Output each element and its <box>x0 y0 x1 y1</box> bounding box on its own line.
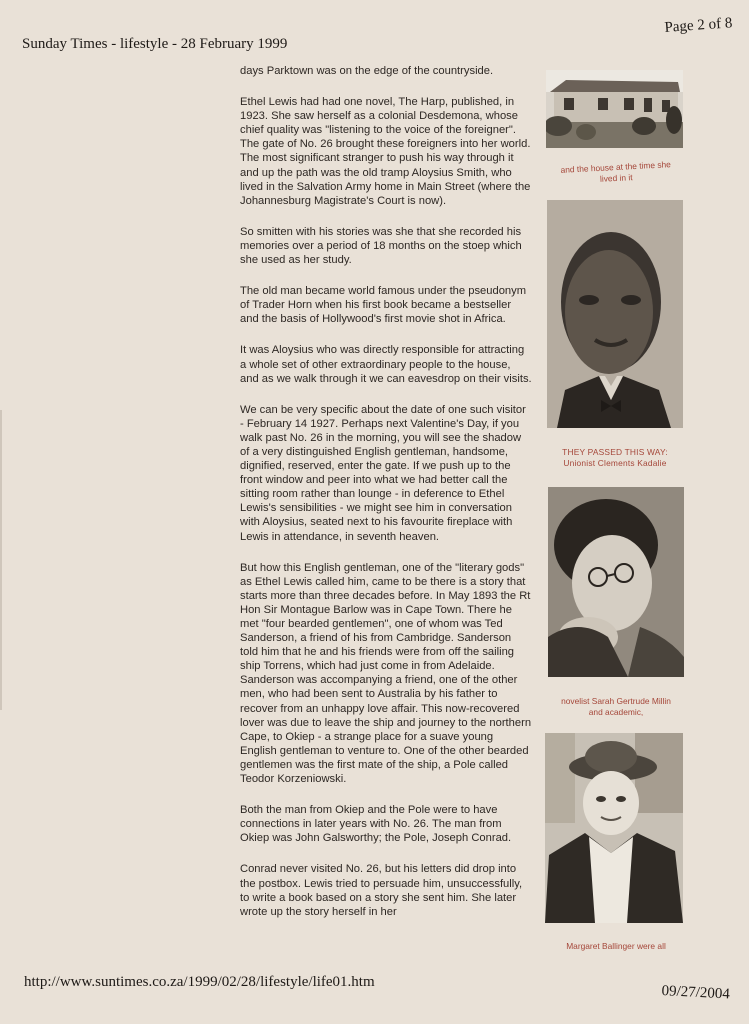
millin-caption <box>541 696 691 718</box>
article-body <box>240 64 532 936</box>
kadalie-caption-line: Unionist Clements Kadalie <box>563 458 667 468</box>
article-paragraph: Both the man from Okiep and the Pole were to have connections in later years with No. 26. The man from Okiep was John Galsworthy; the Pole, Joseph Conrad. <box>240 804 512 845</box>
millin-portrait-image <box>548 487 684 677</box>
ballinger-caption <box>541 941 691 952</box>
print-page-number: Page 2 of 8 <box>664 15 733 36</box>
article-paragraph: The old man became world famous under the pseudonym of Trader Horn when his first book became a bestseller and the basis of Hollywood's first movie shot in Africa. <box>240 285 527 326</box>
article-paragraph: days Parktown was on the edge of the countryside. <box>240 65 494 77</box>
house-caption-line: and the house at the time she <box>560 159 672 175</box>
article-paragraph: Ethel Lewis had had one novel, The Harp, published, in 1923. She saw herself as a colonial Desdemona, whose chief quality was "listening to the voice of the foreigner". The gate of No. 26 brought these foreigners into her world. The most significant stranger to push his way through it and up the path was the old tramp Aloysius Smith, who lived in the Salvation Army home in Main Street (where the Johannesburg Magistrate's Court is now). <box>240 96 531 207</box>
article-paragraph: Conrad never visited No. 26, but his letters did drop into the postbox. Lewis tried to persuade him, unsuccessfully, to write a book based on a story she sent him. She later wrote up the story herself in her <box>240 863 523 918</box>
house-photo <box>546 70 683 148</box>
kadalie-portrait-image <box>547 200 683 428</box>
page-edge-shadow <box>0 410 2 710</box>
print-footer-url: http://www.suntimes.co.za/1999/02/28/lifestyle/life01.htm <box>24 974 375 990</box>
millin-caption-line: novelist Sarah Gertrude Millin <box>561 696 671 706</box>
article-paragraph: We can be very specific about the date of one such visitor - February 14 1927. Perhaps next Valentine's Day, if you walk past No. 26 in the morning, you will see the shadow of a very distinguished English gentleman, handsome, dignified, reserved, enter the gate. If we push up to the front window and peer into what we had better call the sitting room rather than lounge - in deference to Ethel Lewis's sensibilities - we might see him in conversation with Aloysius, seated next to his favourite fireplace with Lewis in attendance, in seventh heaven. <box>240 403 526 543</box>
house-caption-line: lived in it <box>599 172 633 184</box>
print-footer-date: 09/27/2004 <box>661 983 731 1003</box>
house-photo-image <box>546 70 683 148</box>
article-paragraph: So smitten with his stories was she that she recorded his memories over a period of 18 months on the stoep which she used as her study. <box>240 225 522 267</box>
kadalie-caption-line: THEY PASSED THIS WAY: <box>562 447 668 457</box>
kadalie-caption <box>540 447 690 469</box>
article-paragraph: It was Aloysius who was directly responsible for attracting a whole set of other extraordinary people to the house, and as we walk through it we can eavesdrop on their visits. <box>240 344 532 385</box>
ballinger-portrait <box>545 733 683 923</box>
ballinger-caption-line: Margaret Ballinger were all <box>566 941 666 951</box>
millin-caption-line: and academic, <box>588 707 644 717</box>
kadalie-portrait <box>547 200 683 428</box>
millin-portrait <box>548 487 684 677</box>
house-caption <box>541 158 692 188</box>
print-header-title: Sunday Times - lifestyle - 28 February 1999 <box>22 36 288 52</box>
ballinger-portrait-image <box>545 733 683 923</box>
article-paragraph: But how this English gentleman, one of the "literary gods" as Ethel Lewis called him, came to be there is a story that starts more than three decades before. In May 1893 the Rt Hon Sir Montague Barlow was in Cape Town. There he met "four bearded gentlemen", one of whom was Ted Sanderson, a friend of his from Cambridge. Sanderson told him that he and his friends were from off the sailing ship Torrens, which had just come in from Adelaide. Sanderson was accompanying a friend, one of the other men, who had been sent to Australia by his father to recover from an unhappy love affair. This now-recovered lover was due to leave the ship and journey to the northern Cape, to Okiep - a strange place for a suave young English gentleman to venture to. One of the other bearded gentlemen was the first mate of the ship, a Pole called Teodor Korzeniowski. <box>240 561 532 786</box>
